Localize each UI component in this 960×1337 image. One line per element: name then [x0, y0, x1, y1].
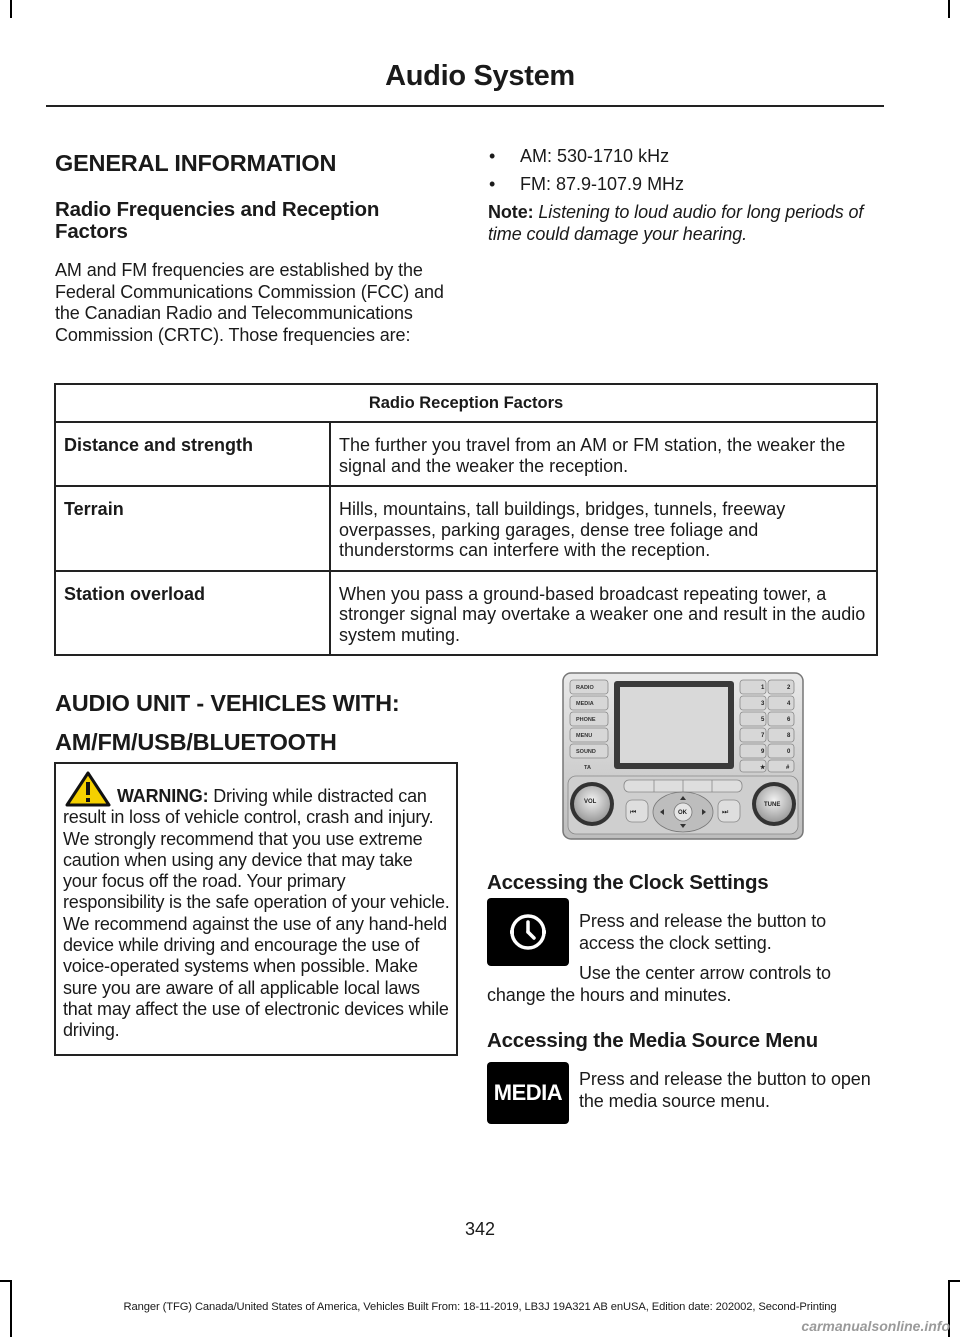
key-9: 9 [761, 749, 765, 755]
key-star: ★ [760, 765, 766, 771]
clock-text-2 [487, 963, 884, 1006]
ok-label: OK [678, 810, 687, 816]
menu-button-label: MENU [576, 733, 593, 739]
vol-label: VOL [584, 799, 597, 805]
phone-button-label: PHONE [576, 717, 596, 723]
bullet-text-fm: FM: 87.9-107.9 MHz [520, 174, 685, 194]
audio-unit-heading-line1: AUDIO UNIT - VEHICLES WITH: [55, 690, 400, 716]
note-label: Note: [488, 202, 534, 222]
crop-mark-top-right-v [948, 0, 950, 18]
footer-text: Ranger (TFG) Canada/United States of America, Vehicles Built From: 18-11-2019, LB3J 19A321 AB enUSA, Edition date: 202002, Second-Printing [123, 1301, 837, 1313]
key-4: 4 [787, 701, 791, 707]
radio-button-label: RADIO [576, 685, 594, 691]
note-text: Listening to loud audio for long periods of time could damage your hearing. [488, 202, 864, 244]
bullet-text-am: AM: 530-1710 kHz [520, 146, 670, 166]
media-text [579, 1069, 884, 1112]
key-1: 1 [761, 685, 765, 691]
table-cell-factor: Terrain [55, 486, 330, 571]
clock-text-1 [579, 911, 884, 954]
key-6: 6 [787, 717, 791, 723]
warning-label: WARNING: [117, 786, 209, 806]
frequency-list-section [488, 146, 883, 245]
key-7: 7 [761, 733, 765, 739]
side-buttons [570, 680, 608, 771]
list-item: • FM: 87.9-107.9 MHz [489, 174, 685, 194]
table-cell-factor: Distance and strength [55, 422, 330, 486]
audio-unit-heading [55, 684, 455, 762]
radio-reception-factors-table [54, 383, 878, 656]
crop-mark-bottom-right-h [948, 1280, 960, 1282]
clock-instruction-1: Press and release the button to access the clock setting. [579, 911, 827, 953]
crop-mark-bottom-left-h [0, 1280, 12, 1282]
warning-box [54, 762, 458, 1056]
clock-icon [487, 898, 569, 966]
audio-unit-heading-line2: AM/FM/USB/BLUETOOTH [55, 729, 337, 755]
table-cell-description: When you pass a ground-based broadcast repeating tower, a stronger signal may overtake a weaker one and result in the audio system muting. [330, 571, 877, 656]
key-2: 2 [787, 685, 791, 691]
general-information-section [55, 150, 450, 346]
key-hash: # [786, 765, 790, 771]
table-header-row [55, 384, 877, 422]
table-row [55, 422, 877, 486]
frequencies-paragraph: AM and FM frequencies are established by the Federal Communications Commission (FCC) and the Canadian Radio and Telecommunications Commission (CRTC). Those frequencies are: [55, 260, 444, 345]
preset-strip [624, 780, 742, 792]
note-paragraph [488, 202, 883, 245]
table-row [55, 486, 877, 571]
header-rule [46, 105, 884, 107]
key-5: 5 [761, 717, 765, 723]
audio-unit-image [562, 672, 804, 840]
warning-text [63, 786, 450, 1042]
clock-settings-heading: Accessing the Clock Settings [487, 871, 769, 894]
watermark: carmanualsonline.info [801, 1318, 950, 1334]
page-number: 342 [464, 1219, 496, 1239]
general-information-heading: GENERAL INFORMATION [55, 150, 337, 176]
media-source-heading: Accessing the Media Source Menu [487, 1029, 818, 1052]
warning-body: Driving while distracted can result in loss of vehicle control, crash and injury. We strongly recommend that you use extreme caution when using any device that may take your focus off the road. Your primary responsibility is the safe operation of your vehicle. We recommend against the use of any hand-held device while driving and encourage the use of voice-operated systems when possible. Make sure you are aware of all applicable local laws that may affect the use of electronic devices while driving. [63, 786, 450, 1041]
media-instruction: Press and release the button to open the media source menu. [579, 1069, 871, 1111]
table-cell-description: The further you travel from an AM or FM station, the weaker the signal and the weaker the reception. [330, 422, 877, 486]
crop-mark-top-left-v [10, 0, 12, 18]
clock-instruction-2: Use the center arrow controls to change the hours and minutes. [487, 963, 831, 1005]
page-header-title: Audio System [385, 60, 575, 92]
key-8: 8 [787, 733, 791, 739]
svg-text:⏭: ⏭ [722, 808, 729, 816]
tune-label: TUNE [764, 802, 781, 808]
list-item: • AM: 530-1710 kHz [489, 146, 670, 166]
display-screen [620, 687, 728, 763]
table-cell-factor: Station overload [55, 571, 330, 656]
media-button-icon: MEDIA [487, 1062, 569, 1124]
svg-text:⏮: ⏮ [630, 808, 637, 816]
warning-triangle-icon [65, 771, 111, 807]
sound-button-label: SOUND [576, 749, 596, 755]
key-3: 3 [761, 701, 765, 707]
key-0: 0 [787, 749, 791, 755]
ta-label: TA [584, 765, 591, 771]
media-button-label: MEDIA [576, 701, 594, 707]
table-cell-description: Hills, mountains, tall buildings, bridges, tunnels, freeway overpasses, parking garages, dense tree foliage and thunderstorms can interfere with the reception. [330, 486, 877, 571]
radio-frequencies-subheading: Radio Frequencies and Reception Factors [55, 198, 380, 243]
table-row [55, 571, 877, 656]
table-title: Radio Reception Factors [55, 384, 877, 422]
clock-icon-svg [487, 898, 569, 966]
